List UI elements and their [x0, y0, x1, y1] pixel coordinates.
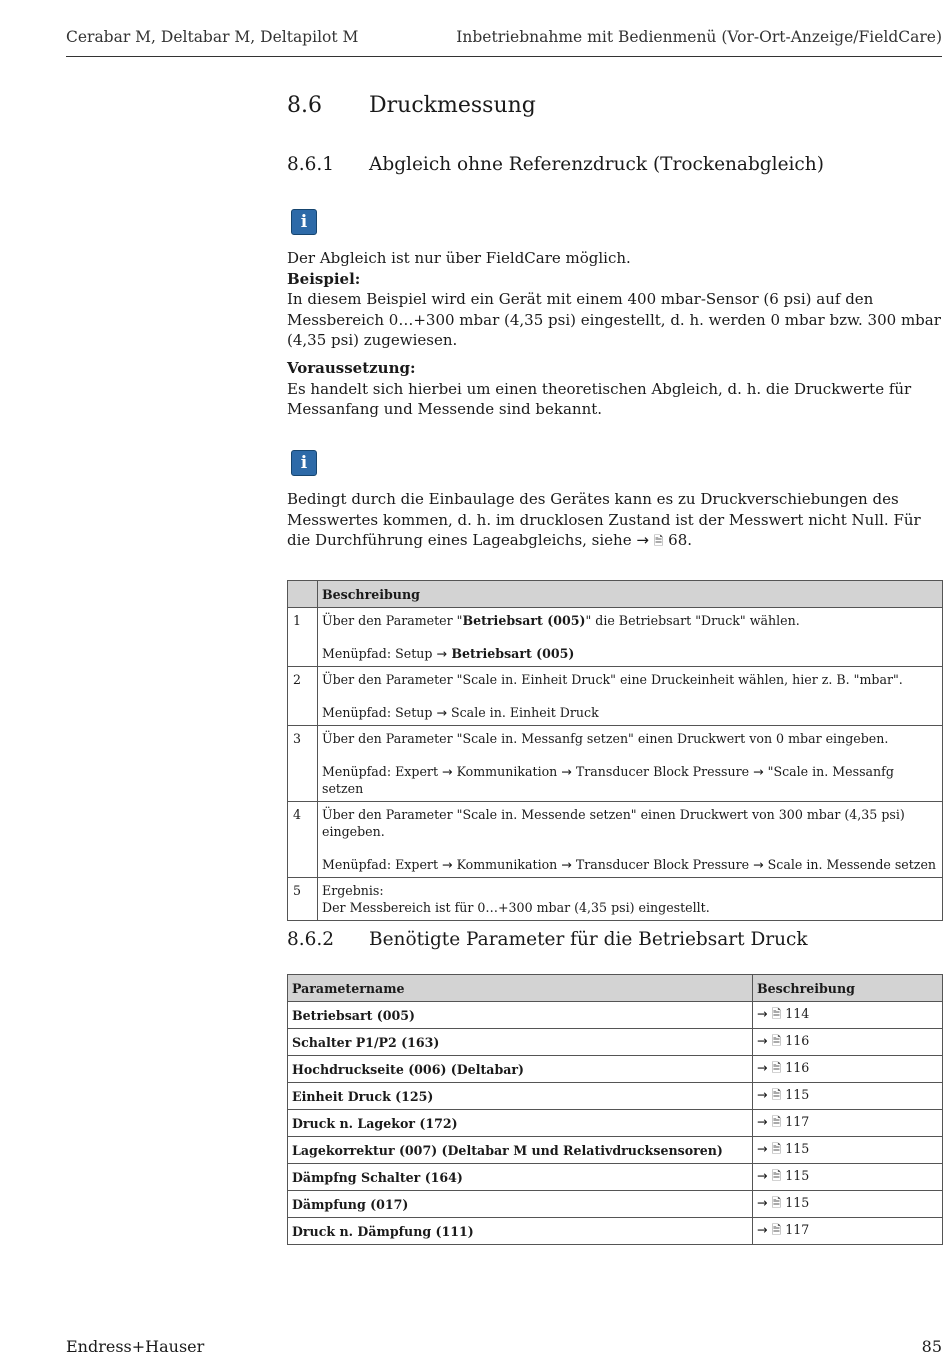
parameter-reference — [753, 1137, 943, 1164]
step-text-pre: Über den Parameter " — [322, 613, 463, 628]
arrow-right-icon: → — [436, 705, 447, 720]
menu-path-target: Betriebsart (005) — [447, 646, 575, 661]
info-icon: i — [291, 450, 317, 476]
menu-path-text: Transducer Block Pressure — [571, 857, 754, 872]
footer-page-number: 85 — [921, 1337, 942, 1356]
arrow-right-icon: → — [561, 764, 572, 779]
table-row — [288, 1137, 943, 1164]
arrow-right-icon: → — [757, 1167, 768, 1183]
arrow-right-icon: → — [757, 1086, 768, 1102]
table-row — [288, 1164, 943, 1191]
page-reference-link[interactable]: 114 — [785, 1005, 810, 1021]
parameter-reference — [753, 1191, 943, 1218]
menu-path-text: Menüpfad: Setup — [322, 705, 437, 720]
parameter-reference — [753, 1110, 943, 1137]
menu-path-text: Menüpfad: Expert — [322, 857, 443, 872]
arrow-right-icon: → — [757, 1005, 768, 1021]
arrow-right-icon: → — [757, 1032, 768, 1048]
step-number: 1 — [288, 608, 318, 667]
parameter-reference — [753, 1218, 943, 1245]
page-reference-icon: 🗎 — [771, 1195, 782, 1210]
column-header-beschreibung: Beschreibung — [753, 975, 943, 1002]
table-row — [288, 1191, 943, 1218]
parameter-reference — [753, 1056, 943, 1083]
menu-path — [322, 645, 938, 662]
parameter-reference — [753, 1083, 943, 1110]
arrow-right-icon: → — [757, 1113, 768, 1129]
prerequisite-text: Es handelt sich hierbei um einen theoretischen Abgleich, d. h. die Druckwerte für Messanfang und Messende sind bekannt. — [287, 379, 912, 418]
arrow-right-icon: → — [561, 857, 572, 872]
arrow-right-icon: → — [436, 646, 447, 661]
section-heading — [287, 93, 536, 118]
page-reference-link[interactable]: 115 — [785, 1167, 810, 1183]
step-description — [318, 608, 943, 667]
page-reference-icon: 🗎 — [771, 1060, 782, 1075]
section-number: 8.6 — [287, 93, 322, 118]
arrow-right-icon: → — [753, 764, 764, 779]
table-row — [288, 1218, 943, 1245]
arrow-right-icon: → — [757, 1059, 768, 1075]
page-reference-icon: 🗎 — [771, 1222, 782, 1237]
parameter-reference — [753, 1002, 943, 1029]
table-row — [288, 608, 943, 667]
table-row — [288, 667, 943, 726]
arrow-right-icon: → — [757, 1221, 768, 1237]
subsection-number-2: 8.6.2 — [287, 929, 335, 950]
info-icon: i — [291, 209, 317, 235]
step-description — [318, 802, 943, 878]
menu-path-target: Scale in. Einheit Druck — [447, 705, 599, 720]
steps-table-corner — [288, 581, 318, 608]
section-title: Druckmessung — [369, 93, 536, 118]
page-reference-link[interactable]: 115 — [785, 1140, 810, 1156]
table-row — [288, 878, 943, 921]
menu-path — [322, 763, 938, 797]
note-mounting-text: Bedingt durch die Einbaulage des Gerätes kann es zu Druckverschiebungen des Messwertes kommen, d. h. im drucklosen Zustand ist der Messwert nicht Null. Für die Durchführung eines Lageabgleichs, siehe — [287, 490, 921, 549]
page-reference-icon: 🗎 — [771, 1141, 782, 1156]
parameter-name: Lagekorrektur (007) (Deltabar M und Relativdrucksensoren) — [288, 1137, 753, 1164]
result-text: Der Messbereich ist für 0…+300 mbar (4,35 psi) eingestellt. — [322, 900, 710, 915]
parameter-name: Betriebsart (005) — [288, 1002, 753, 1029]
parameter-name: Dämpfng Schalter (164) — [288, 1164, 753, 1191]
page-reference-link[interactable]: 115 — [785, 1086, 810, 1102]
column-header-parametername: Parametername — [288, 975, 753, 1002]
step-number: 5 — [288, 878, 318, 921]
example-label: Beispiel: — [287, 269, 361, 288]
subsection-heading-1 — [287, 154, 824, 175]
page-reference-link[interactable]: 116 — [785, 1059, 810, 1075]
arrow-right-icon: → — [757, 1140, 768, 1156]
page-reference-icon: 🗎 — [771, 1168, 782, 1183]
table-row — [288, 1002, 943, 1029]
page-reference-link[interactable]: 115 — [785, 1194, 810, 1210]
parameter-reference — [753, 1029, 943, 1056]
parameter-name: Einheit Druck (125) — [288, 1083, 753, 1110]
arrow-right-icon: → — [442, 857, 453, 872]
table-row — [288, 726, 943, 802]
step-number: 3 — [288, 726, 318, 802]
subsection-heading-2 — [287, 929, 808, 950]
step-text-post: " die Betriebsart "Druck" wählen. — [585, 613, 800, 628]
menu-path-text: Menüpfad: Setup — [322, 646, 437, 661]
parameter-reference — [753, 1164, 943, 1191]
table-row — [288, 1029, 943, 1056]
subsection-number-1: 8.6.1 — [287, 154, 335, 175]
table-row — [288, 1056, 943, 1083]
step-text-bold: Betriebsart (005) — [462, 613, 586, 628]
page-header-right: Inbetriebnahme mit Bedienmenü (Vor-Ort-Anzeige/FieldCare) — [456, 28, 942, 46]
table-row — [288, 1083, 943, 1110]
arrow-right-icon: → — [753, 857, 764, 872]
steps-table — [287, 580, 943, 921]
parameters-table — [287, 974, 943, 1245]
table-row — [288, 1110, 943, 1137]
page-header-left: Cerabar M, Deltabar M, Deltapilot M — [66, 28, 359, 46]
subsection-title-2: Benötigte Parameter für die Betriebsart Druck — [369, 929, 808, 950]
parameter-name: Schalter P1/P2 (163) — [288, 1029, 753, 1056]
menu-path-target: "Scale in. Messanfg setzen — [322, 764, 894, 796]
menu-path-text: Kommunikation — [452, 857, 562, 872]
menu-path — [322, 856, 938, 873]
step-description — [318, 726, 943, 802]
parameter-name: Druck n. Lagekor (172) — [288, 1110, 753, 1137]
note-mounting — [287, 489, 942, 552]
step-description — [318, 667, 943, 726]
page-reference-icon: 🗎 — [771, 1087, 782, 1102]
step-number: 4 — [288, 802, 318, 878]
arrow-right-icon: → — [636, 531, 649, 549]
page-reference-icon: 🗎 — [771, 1033, 782, 1048]
subsection-title-1: Abgleich ohne Referenzdruck (Trockenabgleich) — [369, 154, 824, 175]
parameter-name: Dämpfung (017) — [288, 1191, 753, 1218]
example-text: In diesem Beispiel wird ein Gerät mit einem 400 mbar-Sensor (6 psi) auf den Messbereich 0…+300 mbar (4,35 psi) eingestellt, d. h. werden 0 mbar bzw. 300 mbar (4,35 psi) zugewiesen. — [287, 290, 941, 349]
page-reference-link[interactable]: 116 — [785, 1032, 810, 1048]
step-text: Über den Parameter "Scale in. Messende setzen" einen Druckwert von 300 mbar (4,35 psi) eingeben. — [322, 807, 905, 839]
step-text — [322, 612, 938, 629]
step-text: Über den Parameter "Scale in. Messanfg setzen" einen Druckwert von 0 mbar eingeben. — [322, 731, 889, 746]
note-fieldcare — [287, 248, 942, 351]
header-rule — [66, 56, 942, 57]
page-reference-link[interactable]: 117 — [785, 1113, 810, 1129]
menu-path-target: Scale in. Messende setzen — [763, 857, 937, 872]
page-reference-link[interactable]: 117 — [785, 1221, 810, 1237]
page-reference-icon: 🗎 — [771, 1006, 782, 1021]
steps-table-header: Beschreibung — [318, 581, 943, 608]
prerequisite-label: Voraussetzung: — [287, 359, 416, 377]
arrow-right-icon: → — [442, 764, 453, 779]
footer-brand: Endress+Hauser — [66, 1337, 205, 1356]
page-reference-link[interactable]: 68. — [668, 531, 693, 549]
note-fieldcare-text: Der Abgleich ist nur über FieldCare möglich. — [287, 249, 631, 267]
result-label: Ergebnis: — [322, 883, 384, 898]
page-reference-icon: 🗎 — [653, 534, 664, 548]
table-row — [288, 802, 943, 878]
step-number: 2 — [288, 667, 318, 726]
page-reference-icon: 🗎 — [771, 1114, 782, 1129]
prerequisite — [287, 358, 942, 420]
step-description — [318, 878, 943, 921]
menu-path-text: Menüpfad: Expert — [322, 764, 443, 779]
step-text: Über den Parameter "Scale in. Einheit Druck" eine Druckeinheit wählen, hier z. B. "mbar". — [322, 672, 903, 687]
menu-path — [322, 704, 938, 721]
parameter-name: Druck n. Dämpfung (111) — [288, 1218, 753, 1245]
menu-path-text: Kommunikation — [452, 764, 562, 779]
parameter-name: Hochdruckseite (006) (Deltabar) — [288, 1056, 753, 1083]
arrow-right-icon: → — [757, 1194, 768, 1210]
menu-path-text: Transducer Block Pressure — [571, 764, 754, 779]
